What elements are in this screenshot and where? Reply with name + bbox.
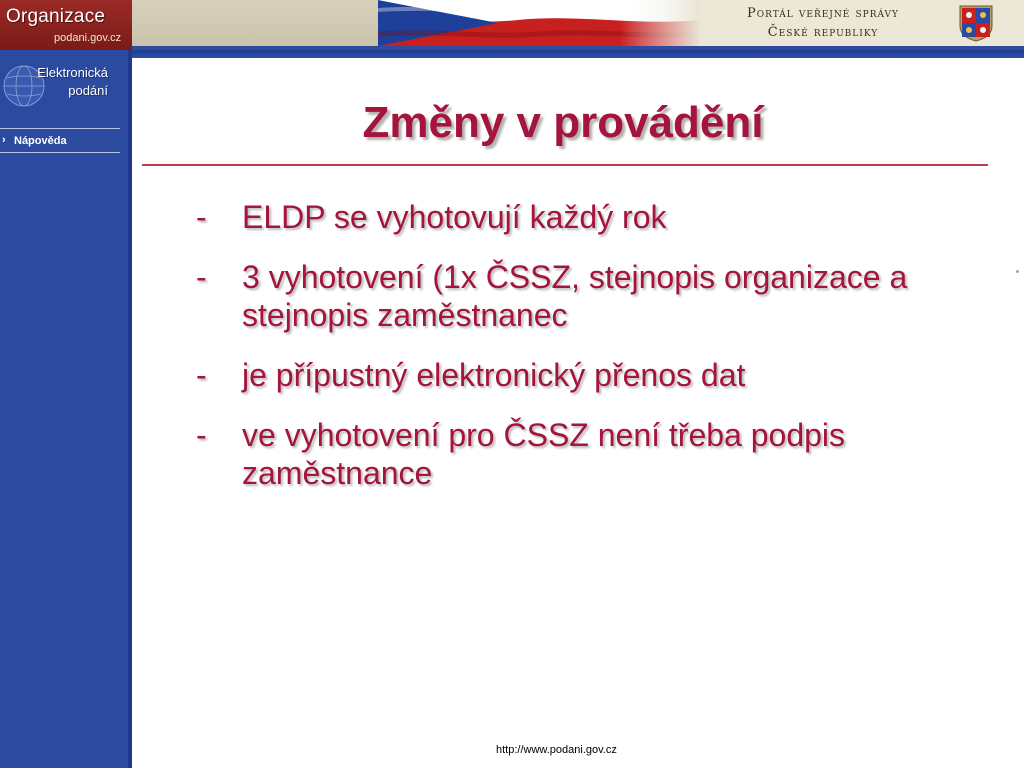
list-item-text: 3 vyhotovení (1x ČSSZ, stejnopis organizace a stejnopis zaměstnanec [242,259,908,333]
portal-title-line2: České republiky [767,25,879,40]
logo-line2: podání [68,83,108,98]
sidebar-edge [128,50,132,768]
portal-header [0,0,1024,50]
sidebar [0,50,132,768]
brand-subtitle: podani.gov.cz [54,32,122,44]
bullet-marker: - [196,417,207,453]
list-item [196,416,976,492]
chevron-right-icon: › [2,134,6,146]
elektronicka-podani-logo[interactable] [2,58,122,112]
header-bottom-bar [132,50,1024,58]
list-item [196,258,976,334]
decorative-dot [1016,270,1019,273]
portal-title-line1: Portál veřejné správy [747,6,899,21]
title-divider [142,164,988,166]
bullet-marker: - [196,357,207,393]
nav-divider-top [0,128,120,129]
bullet-marker: - [196,199,207,235]
sidebar-item-label: Nápověda [14,135,67,147]
footer-url[interactable]: http://www.podani.gov.cz [496,744,617,756]
sidebar-item-napoveda[interactable] [0,132,120,152]
list-item-text: je přípustný elektronický přenos dat [242,357,746,393]
elektronicka-podani-text [24,64,108,100]
brand-title: Organizace [6,6,106,27]
state-emblem-icon [958,4,994,42]
list-item [196,198,976,236]
page-title: Změny v provádění [362,98,764,147]
list-item-text: ve vyhotovení pro ČSSZ není třeba podpis zaměstnance [242,417,846,491]
nav-divider-bottom [0,152,120,153]
portal-title-box[interactable] [700,0,1024,46]
portal-title [718,4,928,42]
list-item [196,356,976,394]
organizace-logo[interactable] [0,0,132,50]
logo-line1: Elektronická [37,65,108,80]
header-spacer [132,0,378,50]
bullet-marker: - [196,259,207,295]
bullet-list [196,198,976,514]
czech-flag-banner [378,0,700,46]
list-item-text: ELDP se vyhotovují každý rok [242,199,667,235]
